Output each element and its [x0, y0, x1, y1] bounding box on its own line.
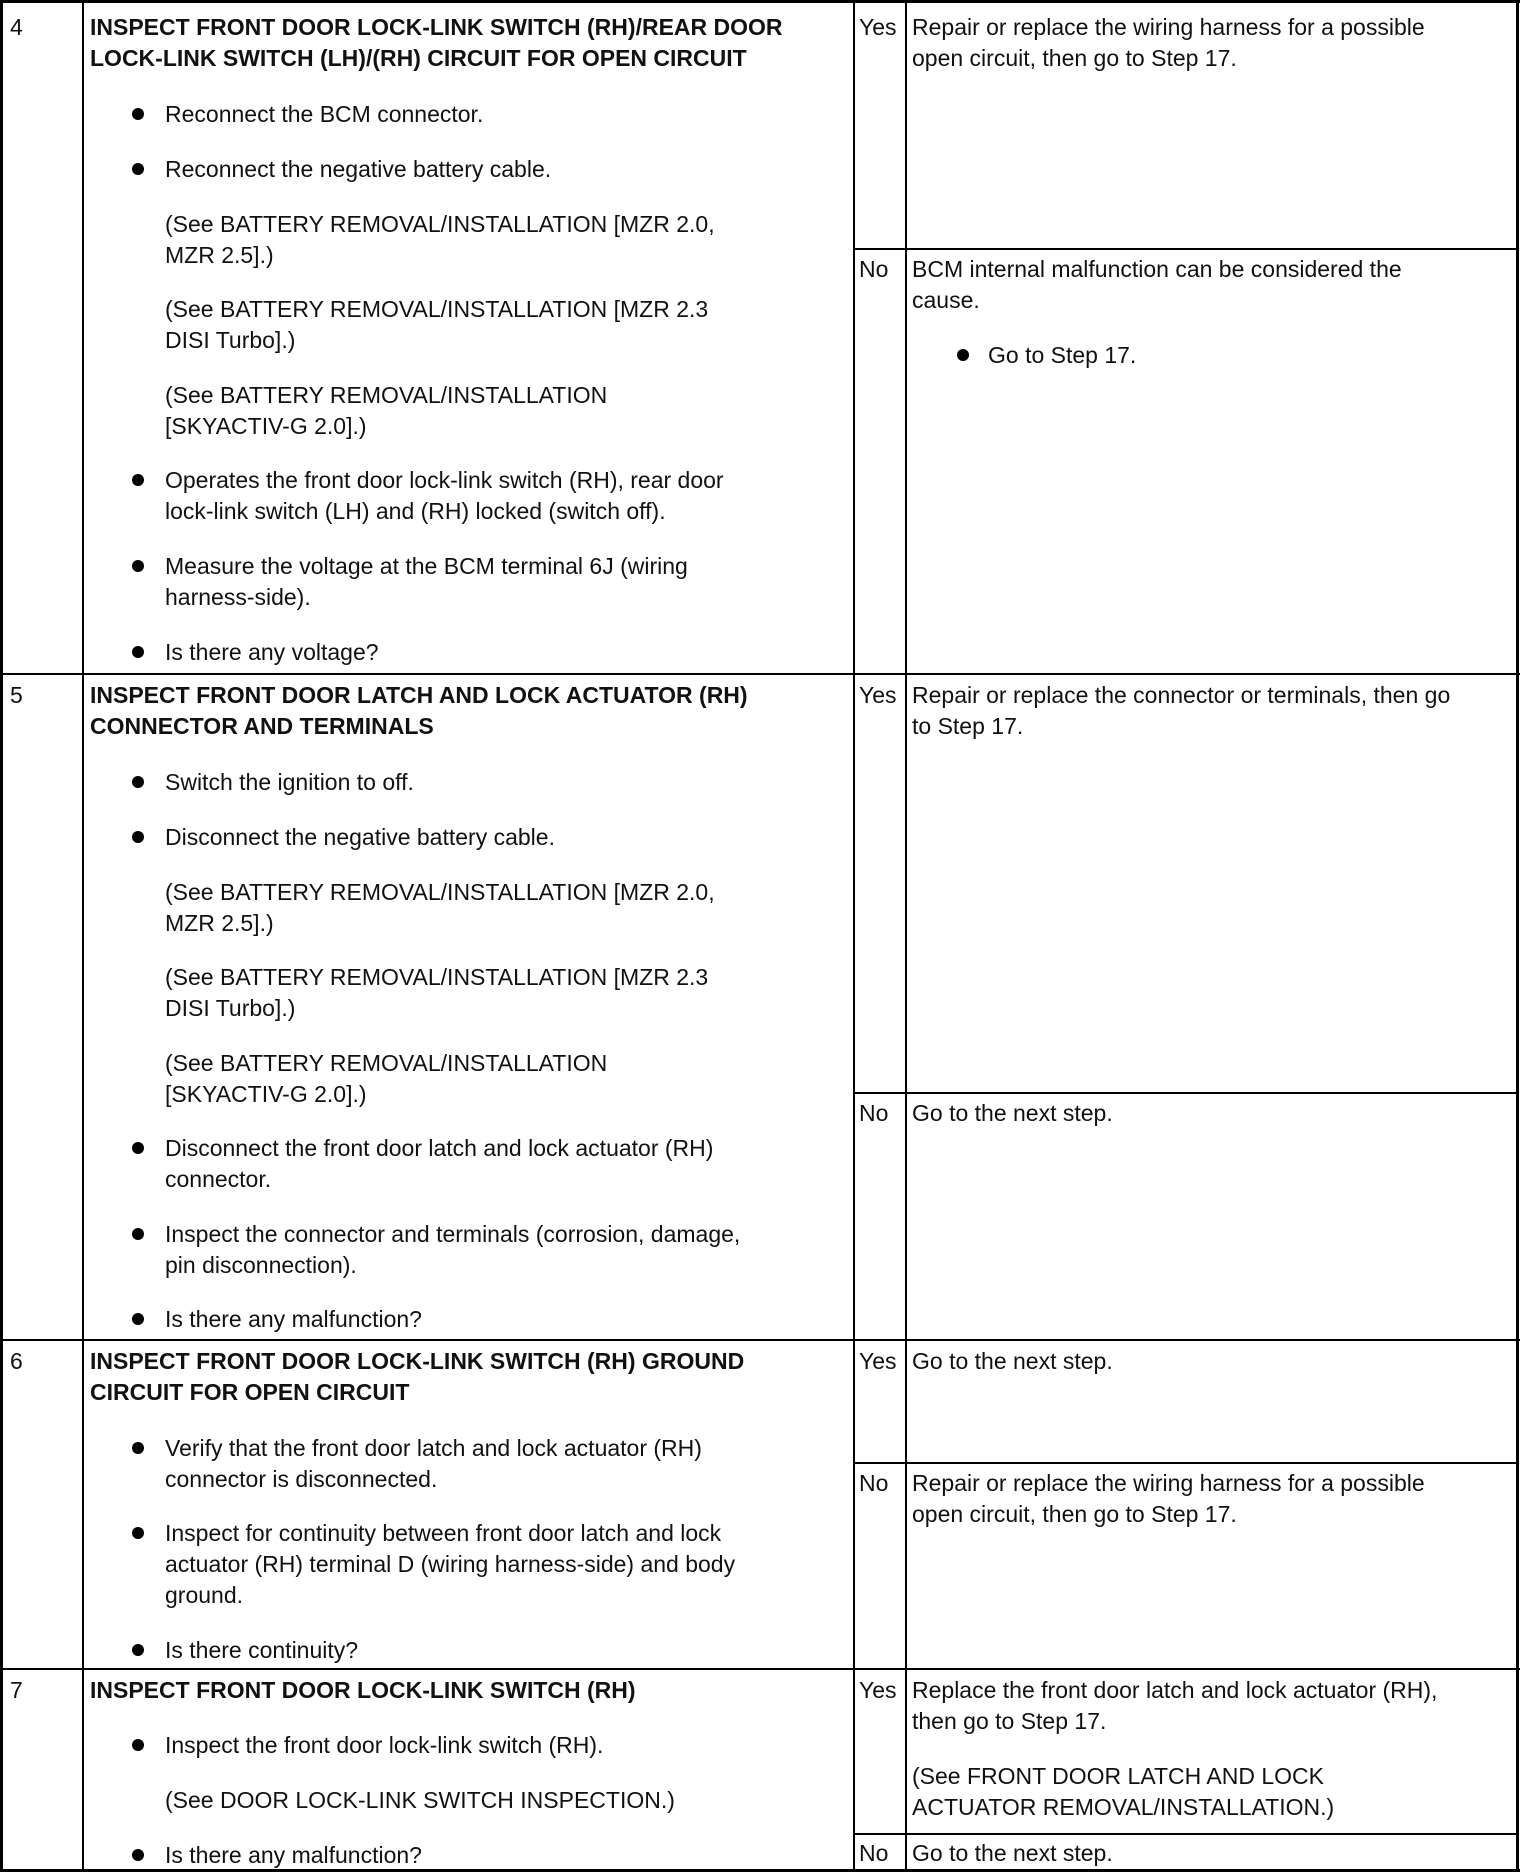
result-action: Repair or replace the wiring harness for a possible: [912, 1470, 1425, 1496]
instruction-text: ground.: [165, 1582, 244, 1608]
reference-text: DISI Turbo].): [165, 995, 296, 1021]
result-action: Go to the next step.: [912, 1348, 1113, 1374]
reference-text: (See BATTERY REMOVAL/INSTALLATION [MZR 2.3: [165, 296, 709, 322]
bullet-icon: [132, 108, 144, 120]
instruction-text: Inspect the connector and terminals (corrosion, damage,: [165, 1221, 741, 1247]
reference-text: (See DOOR LOCK-LINK SWITCH INSPECTION.): [165, 1787, 675, 1813]
instruction-text: actuator (RH) terminal D (wiring harness-side) and body: [165, 1551, 736, 1577]
result-label-no: No: [859, 1100, 889, 1126]
bullet-icon: [132, 1442, 144, 1454]
reference-text: [SKYACTIV-G 2.0].): [165, 413, 367, 439]
result-action: (See FRONT DOOR LATCH AND LOCK: [912, 1763, 1324, 1789]
reference-text: (See BATTERY REMOVAL/INSTALLATION: [165, 1050, 608, 1076]
result-action: open circuit, then go to Step 17.: [912, 1501, 1237, 1527]
instruction-text: pin disconnection).: [165, 1252, 357, 1278]
instruction-text: Disconnect the negative battery cable.: [165, 824, 555, 850]
result-action: Replace the front door latch and lock actuator (RH),: [912, 1677, 1438, 1703]
bullet-icon: [132, 831, 144, 843]
instruction-text: connector.: [165, 1166, 272, 1192]
result-label-yes: Yes: [859, 14, 897, 40]
result-action: then go to Step 17.: [912, 1708, 1107, 1734]
instruction-text: Operates the front door lock-link switch (RH), rear door: [165, 467, 724, 493]
instruction-text: lock-link switch (LH) and (RH) locked (switch off).: [165, 498, 666, 524]
instruction-text: Verify that the front door latch and lock actuator (RH): [165, 1435, 702, 1461]
step-title: INSPECT FRONT DOOR LOCK-LINK SWITCH (RH) GROUND: [90, 1348, 745, 1374]
instruction-text: Measure the voltage at the BCM terminal 6J (wiring: [165, 553, 688, 579]
result-label-no: No: [859, 256, 889, 282]
bullet-icon: [132, 1644, 144, 1656]
reference-text: [SKYACTIV-G 2.0].): [165, 1081, 367, 1107]
result-label-yes: Yes: [859, 1677, 897, 1703]
result-action: Repair or replace the wiring harness for a possible: [912, 14, 1425, 40]
instruction-text: Inspect the front door lock-link switch (RH).: [165, 1732, 604, 1758]
bullet-icon: [132, 1739, 144, 1751]
result-label-no: No: [859, 1470, 889, 1496]
step-number: 4: [10, 14, 23, 40]
instruction-text: Switch the ignition to off.: [165, 769, 414, 795]
instruction-text: Inspect for continuity between front door latch and lock: [165, 1520, 722, 1546]
step-title: CIRCUIT FOR OPEN CIRCUIT: [90, 1379, 410, 1405]
question-text: Is there any malfunction?: [165, 1842, 422, 1868]
instruction-text: Reconnect the BCM connector.: [165, 101, 484, 127]
bullet-icon: [132, 646, 144, 658]
result-label-yes: Yes: [859, 1348, 897, 1374]
bullet-icon: [132, 1313, 144, 1325]
reference-text: MZR 2.5].): [165, 910, 274, 936]
result-action: Go to the next step.: [912, 1840, 1113, 1866]
step-number: 7: [10, 1677, 23, 1703]
bullet-icon: [132, 474, 144, 486]
question-text: Is there any malfunction?: [165, 1306, 422, 1332]
bullet-icon: [132, 1228, 144, 1240]
instruction-text: Reconnect the negative battery cable.: [165, 156, 552, 182]
result-action: ACTUATOR REMOVAL/INSTALLATION.): [912, 1794, 1335, 1820]
step-number: 5: [10, 682, 23, 708]
step-number: 6: [10, 1348, 23, 1374]
bullet-icon: [132, 776, 144, 788]
reference-text: (See BATTERY REMOVAL/INSTALLATION: [165, 382, 608, 408]
question-text: Is there any voltage?: [165, 639, 379, 665]
reference-text: (See BATTERY REMOVAL/INSTALLATION [MZR 2.0,: [165, 211, 715, 237]
bullet-icon: [132, 1527, 144, 1539]
step-title: INSPECT FRONT DOOR LOCK-LINK SWITCH (RH): [90, 1677, 636, 1703]
result-label-yes: Yes: [859, 682, 897, 708]
instruction-text: harness-side).: [165, 584, 311, 610]
result-action: Go to the next step.: [912, 1100, 1113, 1126]
question-text: Is there continuity?: [165, 1637, 359, 1663]
reference-text: DISI Turbo].): [165, 327, 296, 353]
reference-text: (See BATTERY REMOVAL/INSTALLATION [MZR 2.3: [165, 964, 709, 990]
instruction-text: Disconnect the front door latch and lock actuator (RH): [165, 1135, 714, 1161]
bullet-icon: [132, 1142, 144, 1154]
step-title: LOCK-LINK SWITCH (LH)/(RH) CIRCUIT FOR OPEN CIRCUIT: [90, 45, 747, 71]
bullet-icon: [132, 163, 144, 175]
reference-text: MZR 2.5].): [165, 242, 274, 268]
step-title: INSPECT FRONT DOOR LATCH AND LOCK ACTUATOR (RH): [90, 682, 748, 708]
bullet-icon: [132, 1849, 144, 1861]
instruction-text: connector is disconnected.: [165, 1466, 438, 1492]
result-label-no: No: [859, 1840, 889, 1866]
bullet-icon: [957, 349, 969, 361]
result-action: open circuit, then go to Step 17.: [912, 45, 1237, 71]
result-action: Go to Step 17.: [988, 342, 1137, 368]
reference-text: (See BATTERY REMOVAL/INSTALLATION [MZR 2.0,: [165, 879, 715, 905]
result-action: to Step 17.: [912, 713, 1024, 739]
bullet-icon: [132, 560, 144, 572]
step-title: CONNECTOR AND TERMINALS: [90, 713, 434, 739]
result-action: BCM internal malfunction can be considered the: [912, 256, 1402, 282]
step-title: INSPECT FRONT DOOR LOCK-LINK SWITCH (RH)/REAR DOOR: [90, 14, 783, 40]
result-action: cause.: [912, 287, 980, 313]
result-action: Repair or replace the connector or terminals, then go: [912, 682, 1451, 708]
